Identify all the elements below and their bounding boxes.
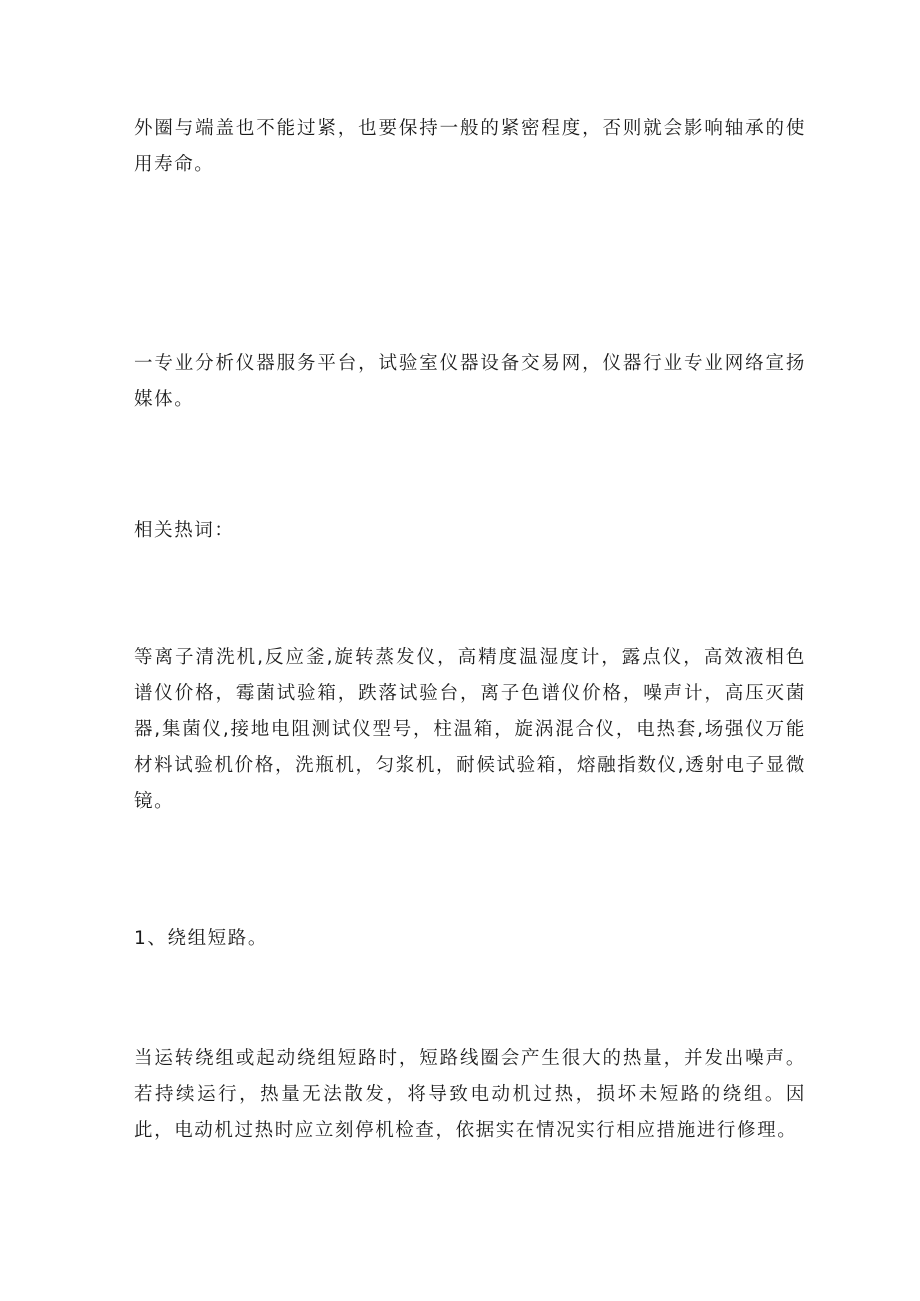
paragraph-bearing-fit: 外圈与端盖也不能过紧，也要保持一般的紧密程度，否则就会影响轴承的使用寿命。 bbox=[134, 118, 806, 175]
paragraph-hot-words-heading: 相关热词： bbox=[134, 520, 235, 541]
paragraph-platform-intro: 一专业分析仪器服务平台，试验室仪器设备交易网，仪器行业专业网络宣扬媒体。 bbox=[134, 353, 806, 410]
paragraph-hot-words-list: 等离子清洗机,反应釜,旋转蒸发仪，高精度温湿度计，露点仪，高效液相色谱仪价格，霉菌试验箱，跌落试验台，离子色谱仪价格，噪声计，高压灭菌器,集菌仪,接地电阻测试仪型号，柱温箱，旋涡混合仪，电热套,场强仪万能材料试验机价格，洗瓶机，匀浆机，耐候试验箱，熔融指数仪,透射电子显微镜。 bbox=[134, 647, 806, 812]
section-heading-winding-short: 1、绕组短路。 bbox=[134, 928, 268, 949]
paragraph-winding-short-detail: 当运转绕组或起动绕组短路时，短路线圈会产生很大的热量，并发出噪声。若持续运行，热量无法散发，将导致电动机过热，损坏未短路的绕组。因此，电动机过热时应立刻停机检查，依据实在情况实行相应措施进行修理。 bbox=[134, 1048, 806, 1141]
